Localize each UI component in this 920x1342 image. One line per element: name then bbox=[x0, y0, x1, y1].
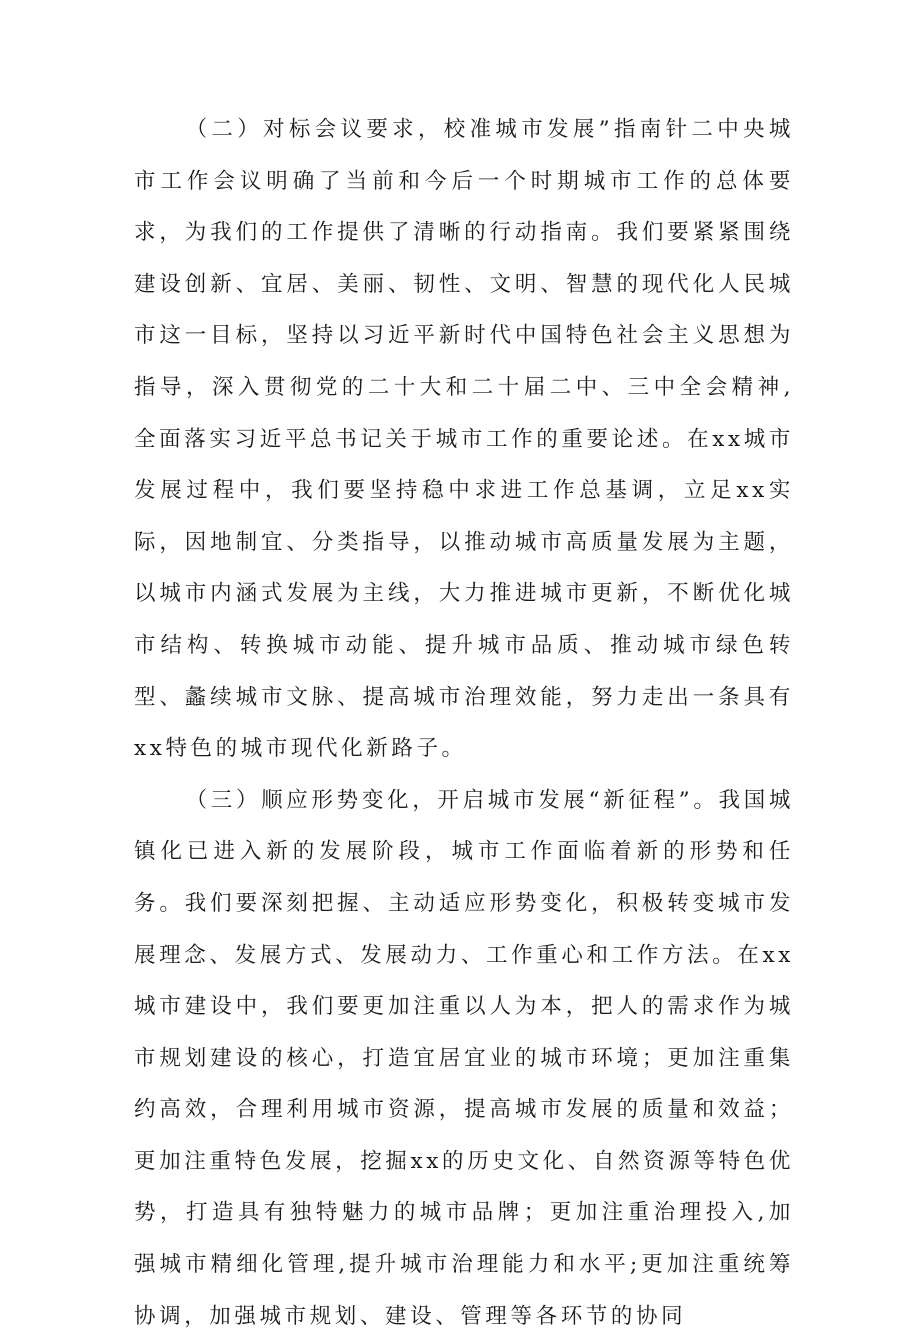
document-body bbox=[134, 104, 794, 1342]
paragraph-2: （二）对标会议要求，校准城市发展”指南针二中央城市工作会议明确了当前和今后一个时期城市工作的总体要求，为我们的工作提供了清晰的行动指南。我们要紧紧围绕建设创新、宜居、美丽、韧性、文明、智慧的现代化人民城市这一目标，坚持以习近平新时代中国特色社会主义思想为指导，深入贯彻党的二十大和二十届二中、三中全会精神,全面落实习近平总书记关于城市工作的重要论述。在xx城市发展过程中，我们要坚持稳中求进工作总基调，立足xx实际，因地制宜、分类指导，以推动城市高质量发展为主题，以城市内涵式发展为主线，大力推进城市更新，不断优化城市结构、转换城市动能、提升城市品质、推动城市绿色转型、蠡续城市文脉、提高城市治理效能，努力走出一条具有xx特色的城市现代化新路子。 bbox=[134, 117, 794, 762]
paragraph-3: （三）顺应形势变化，开启城市发展“新征程”。我国城镇化已进入新的发展阶段，城市工作面临着新的形势和任务。我们要深刻把握、主动适应形势变化，积极转变城市发展理念、发展方式、发展动力、工作重心和工作方法。在xx城市建设中，我们要更加注重以人为本，把人的需求作为城市规划建设的核心，打造宜居宜业的城市环境；更加注重集约高效，合理利用城市资源，提高城市发展的质量和效益；更加注重特色发展，挖掘xx的历史文化、自然资源等特色优势，打造具有独特魅力的城市品牌；更加注重治理投入,加强城市精细化管理,提升城市治理能力和水平;更加注重统筹协调，加强城市规划、建设、管理等各环节的协同 bbox=[134, 787, 794, 1329]
